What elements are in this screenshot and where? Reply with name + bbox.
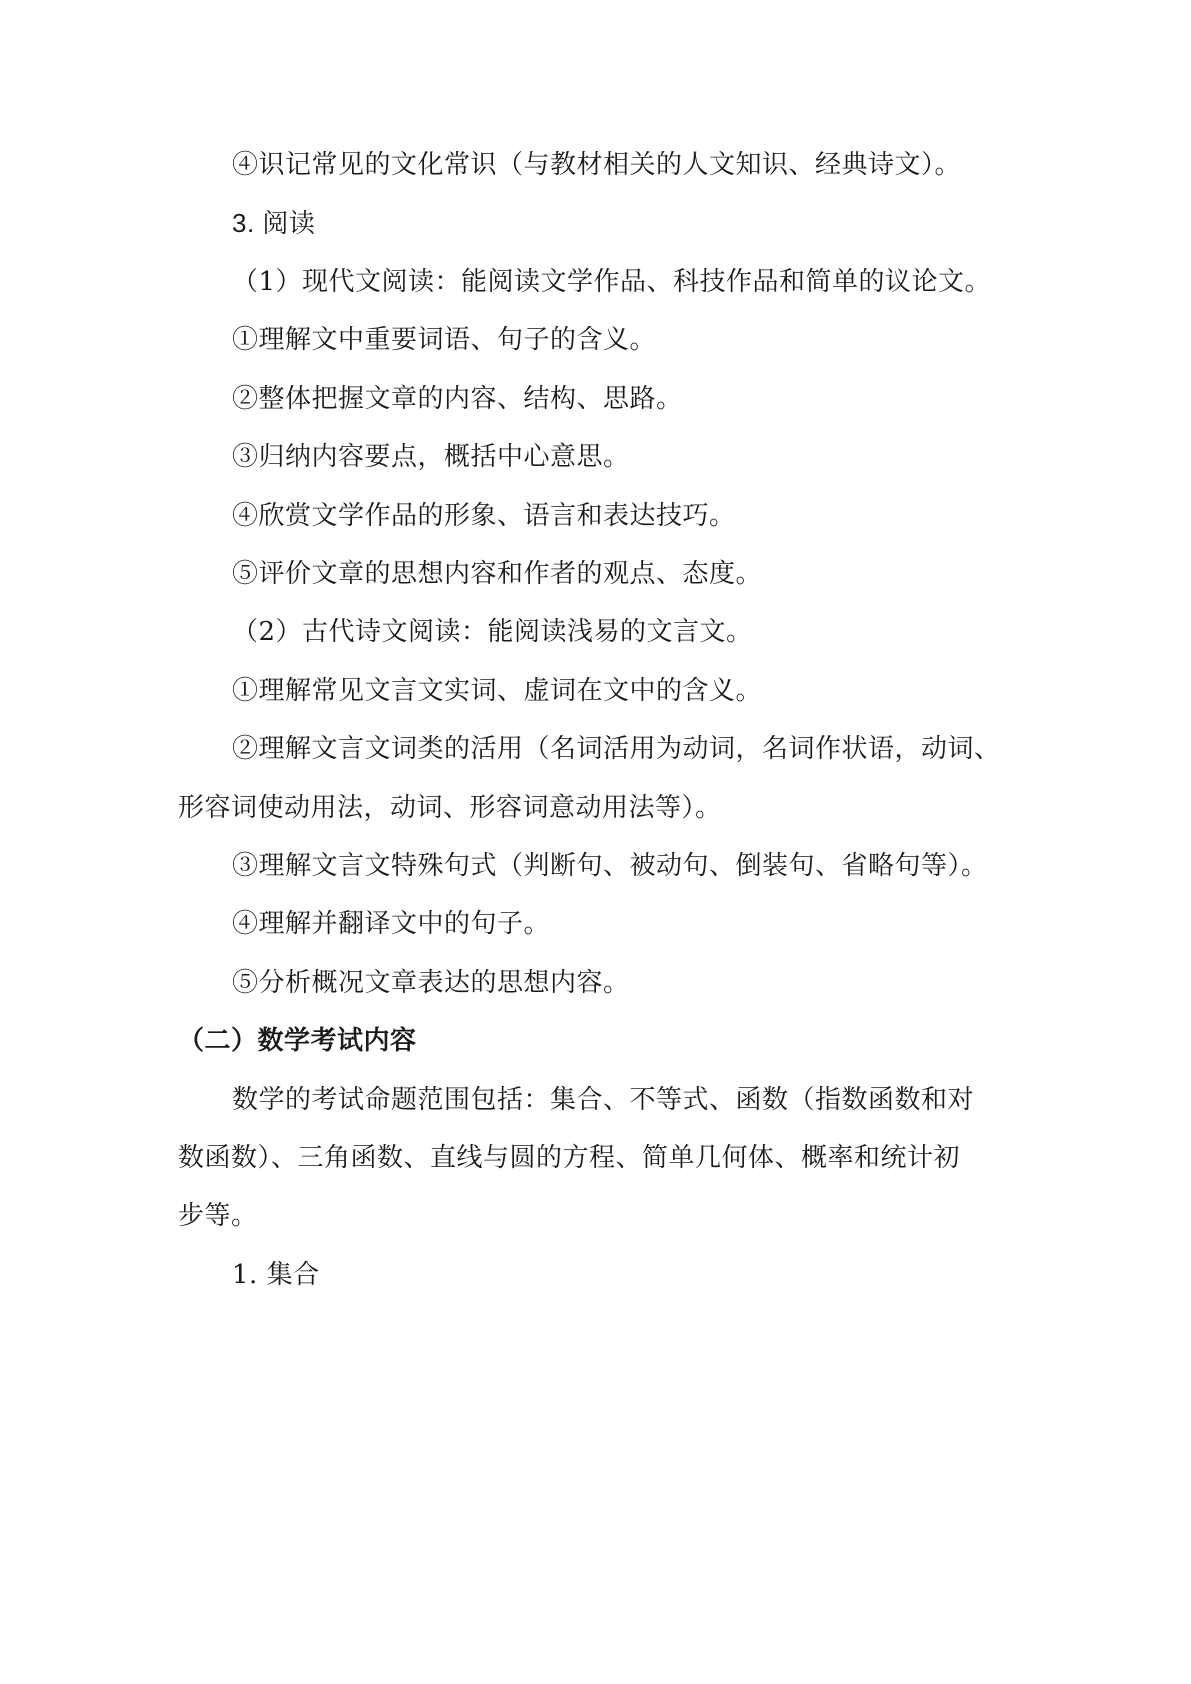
list-item: ③归纳内容要点，概括中心意思。 — [232, 442, 630, 472]
subsection-heading-modern-reading: （1）现代文阅读：能阅读文学作品、科技作品和简单的议论文。 — [232, 267, 992, 297]
list-item: ②理解文言文词类的活用（名词活用为动词，名词作状语，动词、 — [232, 734, 1001, 764]
subsection-heading-classical-reading: （2）古代诗文阅读：能阅读浅易的文言文。 — [232, 617, 753, 647]
list-item: ③理解文言文特殊句式（判断句、被动句、倒装句、省略句等）。 — [232, 851, 988, 881]
list-item: ①理解常见文言文实词、虚词在文中的含义。 — [232, 676, 763, 706]
list-item: ①理解文中重要词语、句子的含义。 — [232, 325, 657, 355]
list-item: ④欣赏文学作品的形象、语言和表达技巧。 — [232, 501, 736, 531]
list-item: ④理解并翻译文中的句子。 — [232, 909, 551, 939]
paragraph-line: ④识记常见的文化常识（与教材相关的人文知识、经典诗文）。 — [232, 150, 962, 180]
paragraph-line: 数函数）、三角函数、直线与圆的方程、简单几何体、概率和统计初 — [178, 1143, 961, 1173]
paragraph-line: 步等。 — [178, 1201, 258, 1231]
section-heading-reading: 3. 阅读 — [232, 208, 316, 238]
list-item-continuation: 形容词使动用法，动词、形容词意动用法等）。 — [178, 793, 722, 823]
section-heading-math: （二）数学考试内容 — [178, 1026, 417, 1056]
list-item: ⑤评价文章的思想内容和作者的观点、态度。 — [232, 559, 763, 589]
paragraph-line: 数学的考试命题范围包括：集合、不等式、函数（指数函数和对 — [232, 1085, 975, 1115]
section-heading-sets: 1. 集合 — [232, 1260, 320, 1290]
list-item: ⑤分析概况文章表达的思想内容。 — [232, 968, 630, 998]
list-item: ②整体把握文章的内容、结构、思路。 — [232, 384, 683, 414]
